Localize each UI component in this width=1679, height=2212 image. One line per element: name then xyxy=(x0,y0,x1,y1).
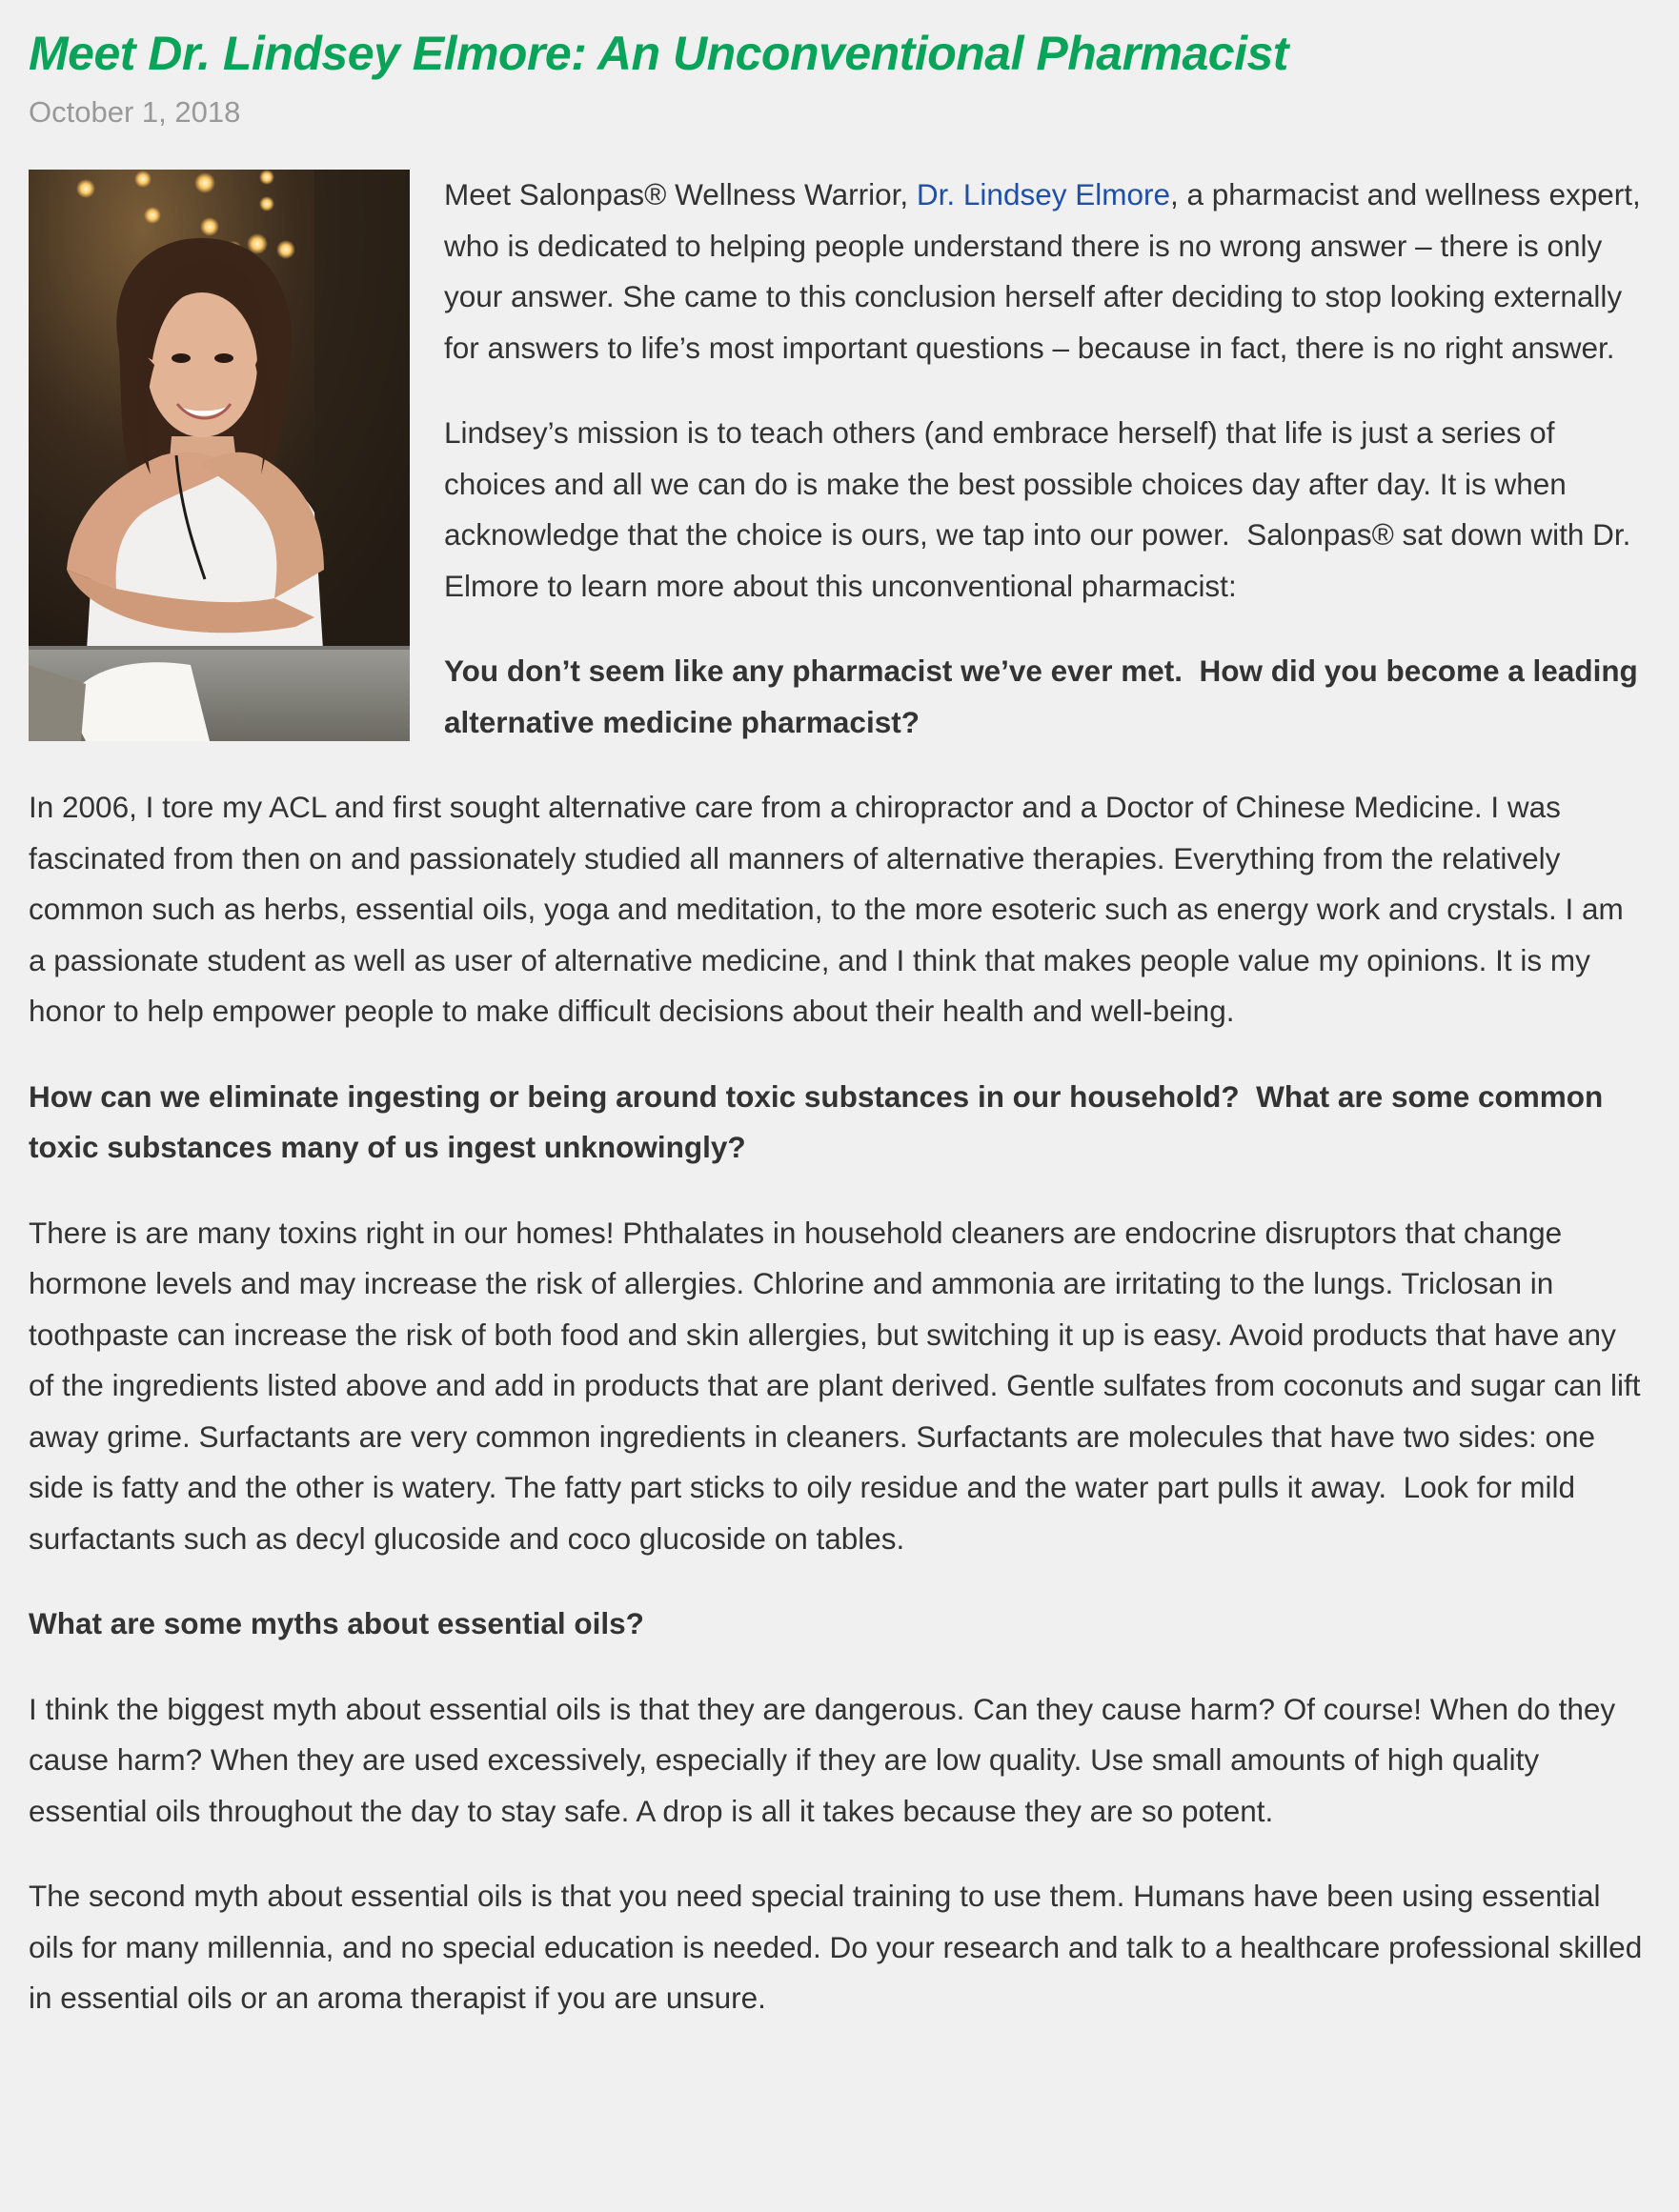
author-link[interactable]: Dr. Lindsey Elmore xyxy=(916,177,1171,211)
answer-3-continued: The second myth about essential oils is that you need special training to use them. Humans have been using essential oils for many millennia, and no special education is needed. Do your research and talk to a healthcare professional skilled in essential oils or an aroma therapist if you are unsure. xyxy=(29,1879,1643,2015)
answer-2: There is are many toxins right in our homes! Phthalates in household cleaners are endocrine disruptors that change hormone levels and may increase the risk of allergies. Chlorine and ammonia are irritating to the lungs. Triclosan in toothpaste can increase the risk of both food and skin allergies, but switching it up is easy. Avoid products that have any of the ingredients listed above and add in products that are plant derived. Gentle sulfates from coconuts and sugar can lift away grime. Surfactants are very common ingredients in cleaners. Surfactants are molecules that have two sides: one side is fatty and the other is watery. The fatty part sticks to oily residue and the water part pulls it away. Look for mild surfactants such as decyl glucoside and coco glucoside on tables. xyxy=(29,1215,1641,1556)
intro-text-before: Meet Salonpas® Wellness Warrior, xyxy=(444,177,917,211)
article-body xyxy=(29,170,1643,2024)
author-portrait-image xyxy=(29,170,410,741)
answer-3: I think the biggest myth about essential oils is that they are dangerous. Can they cause harm? Of course! When do they cause harm? When they are used excessively, especially if they are low quality. Use small amounts of high quality essential oils throughout the day to stay safe. A drop is all it takes because they are so potent. xyxy=(29,1691,1616,1828)
intro-text-after: , a pharmacist and wellness expert, who is dedicated to helping people understand there is no wrong answer – there is only your answer. She came to this conclusion herself after deciding to stop looking externally for answers to life’s most important questions – because in fact, there is no right answer. xyxy=(444,177,1641,365)
article-date: October 1, 2018 xyxy=(29,95,241,129)
question-1: You don’t seem like any pharmacist we’ve ever met. How did you become a leading alternative medicine pharmacist? xyxy=(444,654,1638,739)
article-title: Meet Dr. Lindsey Elmore: An Unconventional Pharmacist xyxy=(29,27,1288,80)
question-2: How can we eliminate ingesting or being around toxic substances in our household? What are some common toxic substances many of us ingest unknowingly? xyxy=(29,1078,1604,1164)
portrait-illustration xyxy=(29,170,410,741)
answer-1: In 2006, I tore my ACL and first sought alternative care from a chiropractor and a Doctor of Chinese Medicine. I was fascinated from then on and passionately studied all manners of alternative therapies. Everything from the relatively common such as herbs, essential oils, yoga and meditation, to the more esoteric such as energy work and crystals. I am a passionate student as well as user of alternative medicine, and I think that makes people value my opinions. It is my honor to help empower people to make difficult decisions about their health and well-being. xyxy=(29,790,1624,1028)
question-3: What are some myths about essential oils? xyxy=(29,1606,644,1640)
mission-paragraph: Lindsey’s mission is to teach others (and embrace herself) that life is just a series of choices and all we can do is make the best possible choices day after day. It is when acknowledge that the choice is ours, we tap into our power. Salonpas® sat down with Dr. Elmore to learn more about this unconventional pharmacist: xyxy=(444,415,1631,603)
